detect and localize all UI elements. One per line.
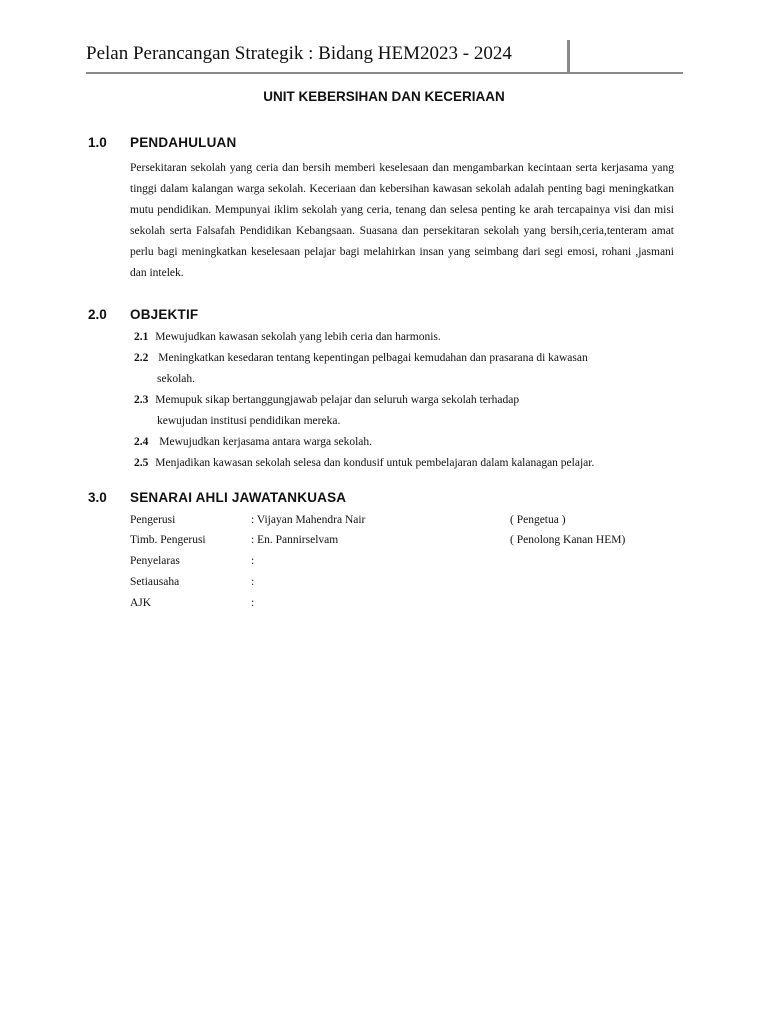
objective-item xyxy=(134,436,372,448)
committee-role: Setiausaha xyxy=(130,576,180,588)
section2-heading: OBJEKTIF xyxy=(130,307,199,322)
committee-role: Pengerusi xyxy=(130,514,176,526)
section1-number: 1.0 xyxy=(88,135,107,150)
committee-role: Timb. Pengerusi xyxy=(130,534,206,546)
committee-position: ( Penolong Kanan HEM) xyxy=(510,534,626,546)
committee-row xyxy=(130,514,690,534)
objective-text: Meningkatkan kesedaran tentang kepentingan pelbagai kemudahan dan prasarana di kawasan xyxy=(158,352,588,364)
section1-heading: PENDAHULUAN xyxy=(130,135,237,150)
objective-text: Menjadikan kawasan sekolah selesa dan kondusif untuk pembelajaran dalam kalanagan pelajar. xyxy=(155,457,595,469)
objective-item xyxy=(134,394,519,406)
objective-item xyxy=(134,331,441,343)
section1-paragraph: Persekitaran sekolah yang ceria dan bersih memberi keselesaan dan mengambarkan kecintaan serta kerjasama yang tinggi dalam kalangan warga sekolah. Keceriaan dan kebersihan kawasan sekolah adalah penting bagi meningkatkan mutu pendidikan. Mempunyai iklim sekolah yang ceria, tenang dan selesa penting ke arah tercapainya visi dan misi sekolah serta Falsafah Pendidikan Kebangsaan. Suasana dan persekitaran sekolah yang bersih,ceria,tenteram amat perlu bagi meningkatkan keselesaan pelajar bagi melahirkan insan yang seimbang dari segi emosi, rohani ,jasmani dan intelek. xyxy=(130,162,674,279)
committee-name: : xyxy=(251,597,255,609)
objective-item xyxy=(134,352,588,364)
section2-number: 2.0 xyxy=(88,307,107,322)
committee-name: : xyxy=(251,576,255,588)
header-divider xyxy=(567,40,570,72)
objective-number: 2.1 xyxy=(134,331,149,343)
committee-role: Penyelaras xyxy=(130,555,180,567)
section3-number: 3.0 xyxy=(88,490,107,505)
unit-title: UNIT KEBERSIHAN DAN KECERIAAN xyxy=(263,89,505,104)
committee-name: : En. Pannirselvam xyxy=(251,534,339,546)
committee-row xyxy=(130,555,690,575)
objective-text-continued: sekolah. xyxy=(157,373,196,385)
objective-number: 2.4 xyxy=(134,436,149,448)
header-title: Pelan Perancangan Strategik : Bidang HEM2023 - 2024 xyxy=(86,43,512,64)
objective-text: Mewujudkan kerjasama antara warga sekolah. xyxy=(159,436,373,448)
objective-text: Mewujudkan kawasan sekolah yang lebih ceria dan harmonis. xyxy=(155,331,441,343)
section3-heading: SENARAI AHLI JAWATANKUASA xyxy=(130,490,347,505)
committee-position: ( Pengetua ) xyxy=(510,514,566,526)
committee-row xyxy=(130,597,690,617)
objective-text-continued: kewujudan institusi pendidikan mereka. xyxy=(157,415,341,427)
objective-number: 2.2 xyxy=(134,352,149,364)
objective-text: Memupuk sikap bertanggungjawab pelajar dan seluruh warga sekolah terhadap xyxy=(155,394,520,406)
committee-role: AJK xyxy=(130,597,152,609)
page-header xyxy=(86,40,683,74)
objective-number: 2.3 xyxy=(134,394,149,406)
committee-name: : xyxy=(251,555,255,567)
committee-row xyxy=(130,534,690,554)
objective-item xyxy=(134,457,594,469)
objective-number: 2.5 xyxy=(134,457,149,469)
committee-row xyxy=(130,576,690,596)
committee-name: : Vijayan Mahendra Nair xyxy=(251,514,366,526)
